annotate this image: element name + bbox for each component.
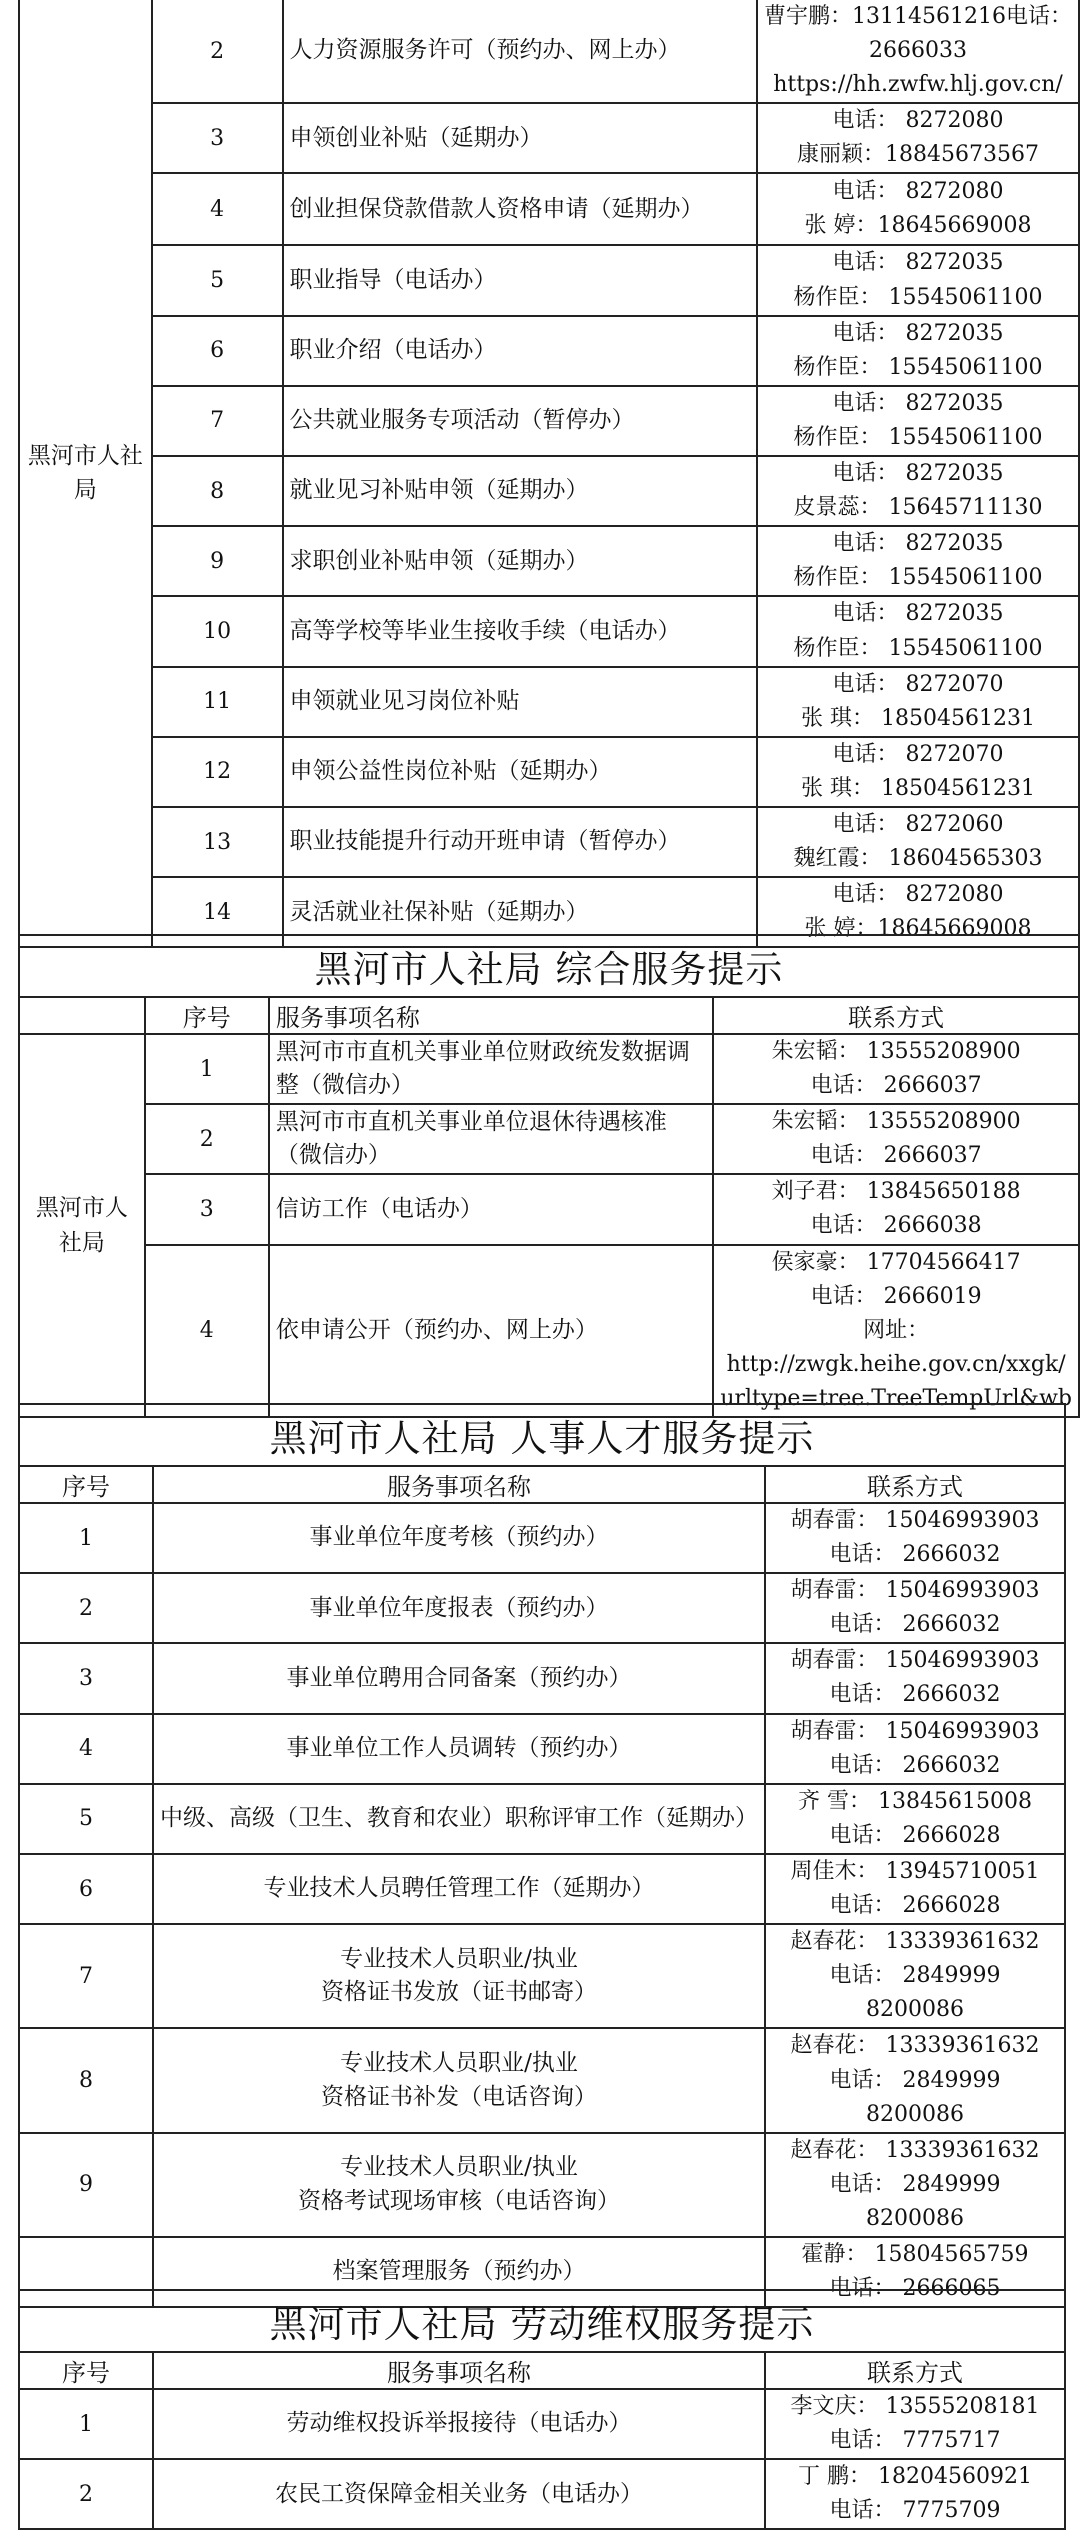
table-row [19,245,1079,315]
service-name: 事业单位工作人员调转（预约办） [153,1714,765,1784]
contact-line: 电话： 8272035 [832,461,1004,487]
contact-line: 电话： 7775709 [829,2498,1001,2524]
service-name: 职业介绍（电话办） [283,316,757,386]
header-contact: 联系方式 [765,1466,1065,1503]
service-name: 劳动维权投诉举报接待（电话办） [153,2389,765,2459]
service-name: 就业见习补贴申领（延期办） [283,456,757,526]
contact-cell [757,316,1079,386]
contact-line: 电话： 8272070 [832,741,1004,767]
row-number: 8 [19,2028,153,2132]
contact-line: 杨作臣： 15545061100 [793,565,1043,591]
contact-cell [713,1245,1079,1417]
contact-line: 张 婷：18645669008 [804,916,1032,942]
table-row [19,173,1079,245]
contact-cell [757,807,1079,877]
contact-cell [765,1924,1065,2028]
table-row [19,1784,1065,1854]
table-row [19,456,1079,526]
contact-cell [713,1034,1079,1104]
contact-cell [757,596,1079,666]
contact-line: 胡春雷： 15046993903 [790,1648,1040,1674]
row-number: 2 [152,0,283,103]
service-name: 档案管理服务（预约办） [153,2237,765,2307]
table-row [19,2459,1065,2529]
table-row [19,1573,1065,1643]
row-number: 9 [19,2133,153,2237]
contact-cell [757,667,1079,737]
labor-rights-table [18,2289,1066,2530]
row-number: 3 [145,1174,269,1244]
table-row [19,596,1079,666]
contact-cell [765,2389,1065,2459]
contact-cell [765,1573,1065,1643]
contact-line: 侯家豪： 17704566417 [771,1249,1021,1275]
row-number: 2 [145,1104,269,1174]
row-number: 6 [152,316,283,386]
contact-line: 朱宏韬： 13555208900 [771,1109,1021,1135]
row-number: 5 [19,1784,153,1854]
service-name: 人力资源服务许可（预约办、网上办） [283,0,757,103]
contact-line: 电话： 8272080 [832,882,1004,908]
header-name: 服务事项名称 [153,2352,765,2389]
service-name: 公共就业服务专项活动（暂停办） [283,386,757,456]
service-name: 申领创业补贴（延期办） [283,103,757,173]
row-number: 9 [152,526,283,596]
contact-line: 电话： 8272060 [832,811,1004,837]
table-row [19,1174,1079,1244]
table-row [19,2028,1065,2132]
contact-line: 电话： 8272035 [832,531,1004,557]
contact-cell [757,245,1079,315]
service-name: 黑河市市直机关事业单位财政统发数据调整（微信办） [269,1034,713,1104]
contact-line: 张 琪： 18504561231 [801,775,1035,801]
row-number: 1 [19,2389,153,2459]
table-row [19,1034,1079,1104]
service-name: 事业单位聘用合同备案（预约办） [153,1643,765,1713]
header-num: 序号 [145,997,269,1034]
contact-line: 电话： 2666037 [810,1143,982,1169]
contact-line: 2666033 [869,38,967,64]
row-number: 2 [19,2459,153,2529]
contact-line: 电话： 2666032 [829,1542,1001,1568]
contact-cell [765,1503,1065,1573]
service-name: 依申请公开（预约办、网上办） [269,1245,713,1417]
contact-line: 电话： 2849999 [829,2067,1001,2093]
contact-cell [765,2133,1065,2237]
contact-line: 胡春雷： 15046993903 [790,1718,1040,1744]
service-name: 农民工资保障金相关业务（电话办） [153,2459,765,2529]
contact-line: 杨作臣： 15545061100 [793,424,1043,450]
contact-line: 丁 鹏： 18204560921 [798,2464,1032,2490]
contact-line: 电话： 2666038 [810,1213,982,1239]
personnel-services-table [18,1403,1066,2308]
service-name: 专业技术人员职业/执业 资格证书补发（电话咨询） [153,2028,765,2132]
table-row [19,2133,1065,2237]
employment-services-table [18,0,1080,948]
row-number: 10 [152,596,283,666]
row-number: 1 [145,1034,269,1104]
contact-line: 康丽颖：18845673567 [797,142,1039,168]
table-row [19,526,1079,596]
service-name: 高等学校等毕业生接收手续（电话办） [283,596,757,666]
unit-cell: 黑河市人社局 [19,1034,145,1417]
row-number: 12 [152,737,283,807]
section-title-labor: 黑河市人社局 劳动维权服务提示 [19,2290,1065,2352]
contact-cell [765,1784,1065,1854]
contact-cell [765,1714,1065,1784]
table-row [19,667,1079,737]
contact-line: 杨作臣： 15545061100 [793,635,1043,661]
header-name: 服务事项名称 [269,997,713,1034]
contact-line: 霍静： 15804565759 [801,2241,1029,2267]
contact-cell [757,103,1079,173]
contact-line: 电话： 8272080 [832,108,1004,134]
service-name: 职业技能提升行动开班申请（暂停办） [283,807,757,877]
contact-line: 魏红霞： 18604565303 [793,846,1043,872]
contact-line: 电话： 2666028 [829,1893,1001,1919]
service-name: 求职创业补贴申领（延期办） [283,526,757,596]
contact-cell [757,386,1079,456]
service-name: 信访工作（电话办） [269,1174,713,1244]
table-row [19,103,1079,173]
table-row [19,1104,1079,1174]
row-number: 13 [152,807,283,877]
service-name: 黑河市市直机关事业单位退休待遇核准（微信办） [269,1104,713,1174]
contact-line: 电话： 8272035 [832,250,1004,276]
row-number: 3 [152,103,283,173]
contact-line: 8200086 [866,2101,964,2127]
service-name: 事业单位年度考核（预约办） [153,1503,765,1573]
row-number: 7 [19,1924,153,2028]
table-row [19,1643,1065,1713]
contact-line: 电话： 2666028 [829,1822,1001,1848]
contact-line: 胡春雷： 15046993903 [790,1578,1040,1604]
contact-cell [713,1104,1079,1174]
header-blank [19,997,145,1034]
service-name: 专业技术人员职业/执业 资格证书发放（证书邮寄） [153,1924,765,2028]
header-contact: 联系方式 [713,997,1079,1034]
contact-line: 电话： 2849999 [829,1963,1001,1989]
table-row [19,0,1079,103]
contact-cell [757,526,1079,596]
contact-line: 8200086 [866,1997,964,2023]
contact-line: 杨作臣： 15545061100 [793,284,1043,310]
service-name: 专业技术人员职业/执业 资格考试现场审核（电话咨询） [153,2133,765,2237]
contact-line: 张 婷：18645669008 [804,213,1032,239]
service-name: 创业担保贷款借款人资格申请（延期办） [283,173,757,245]
contact-line: 皮景蕊： 15645711130 [793,495,1043,521]
contact-line: 电话： 2666037 [810,1073,982,1099]
contact-line: 电话： 2849999 [829,2171,1001,2197]
contact-cell [757,0,1079,103]
contact-line: 网址： [863,1317,930,1343]
contact-cell [713,1174,1079,1244]
contact-line: 电话： 7775717 [829,2428,1001,2454]
contact-line: 曹宇鹏：13114561216电话： [764,4,1072,29]
section-title-personnel: 黑河市人社局 人事人才服务提示 [19,1404,1065,1466]
contact-line: 电话： 2666032 [829,1682,1001,1708]
row-number: 2 [19,1573,153,1643]
row-number: 8 [152,456,283,526]
row-number: 6 [19,1854,153,1924]
contact-line: 杨作臣： 15545061100 [793,354,1043,380]
table-row [19,807,1079,877]
service-name: 专业技术人员聘任管理工作（延期办） [153,1854,765,1924]
contact-cell [765,1854,1065,1924]
header-name: 服务事项名称 [153,1466,765,1503]
table-row [19,1503,1065,1573]
contact-cell [757,173,1079,245]
section-title-comprehensive: 黑河市人社局 综合服务提示 [19,935,1079,997]
contact-line: 赵春花： 13339361632 [790,1929,1040,1955]
row-number: 5 [152,245,283,315]
contact-cell [765,2459,1065,2529]
service-name: 申领公益性岗位补贴（延期办） [283,737,757,807]
contact-line: 电话： 8272080 [832,179,1004,205]
contact-line: 电话： 2666032 [829,1612,1001,1638]
table-row [19,316,1079,386]
contact-line: 赵春花： 13339361632 [790,2137,1040,2163]
contact-cell [757,737,1079,807]
row-number: 11 [152,667,283,737]
contact-line: 周佳木： 13945710051 [790,1858,1040,1884]
contact-line: urltype=tree.TreeTempUrl&wb [720,1385,1072,1411]
table-row [19,1714,1065,1784]
contact-line: 电话： 2666019 [810,1283,982,1309]
contact-line: 8200086 [866,2205,964,2231]
service-name: 事业单位年度报表（预约办） [153,1573,765,1643]
table-row [19,737,1079,807]
contact-line: 电话： 2666065 [829,2276,1001,2302]
header-contact: 联系方式 [765,2352,1065,2389]
contact-cell [765,1643,1065,1713]
service-name: 申领就业见习岗位补贴 [283,667,757,737]
service-name: 职业指导（电话办） [283,245,757,315]
row-number: 4 [152,173,283,245]
contact-cell [765,2028,1065,2132]
header-num: 序号 [19,1466,153,1503]
table-row [19,386,1079,456]
service-name: 中级、高级（卫生、教育和农业）职称评审工作（延期办） [153,1784,765,1854]
table-row [19,1924,1065,2028]
contact-line: 赵春花： 13339361632 [790,2033,1040,2059]
contact-line: 电话： 8272035 [832,390,1004,416]
row-number: 3 [19,1643,153,1713]
contact-line: 刘子君： 13845650188 [771,1179,1021,1205]
contact-line: 电话： 8272070 [832,671,1004,697]
contact-line: 李文庆： 13555208181 [790,2394,1040,2419]
table-row [19,2389,1065,2459]
table-row [19,1854,1065,1924]
contact-line: 电话： 2666032 [829,1752,1001,1778]
comprehensive-services-table [18,934,1080,1418]
contact-line: 齐 雪： 13845615008 [798,1788,1032,1814]
contact-line: https://hh.zwfw.hlj.gov.cn/ [773,72,1063,98]
row-number: 1 [19,1503,153,1573]
contact-line: 张 琪： 18504561231 [801,705,1035,731]
contact-line: http://zwgk.heihe.gov.cn/xxgk/ [726,1351,1066,1377]
unit-cell: 黑河市人社局 [19,0,152,947]
row-number: 7 [152,386,283,456]
row-number: 4 [19,1714,153,1784]
contact-line: 电话： 8272035 [832,601,1004,627]
header-num: 序号 [19,2352,153,2389]
contact-line: 朱宏韬： 13555208900 [771,1039,1021,1064]
row-number: 4 [145,1245,269,1417]
contact-line: 胡春雷： 15046993903 [790,1508,1040,1533]
table-row [19,1245,1079,1417]
contact-line: 电话： 8272035 [832,320,1004,346]
row-number: 14 [152,877,283,947]
contact-cell [757,456,1079,526]
service-name: 灵活就业社保补贴（延期办） [283,877,757,947]
